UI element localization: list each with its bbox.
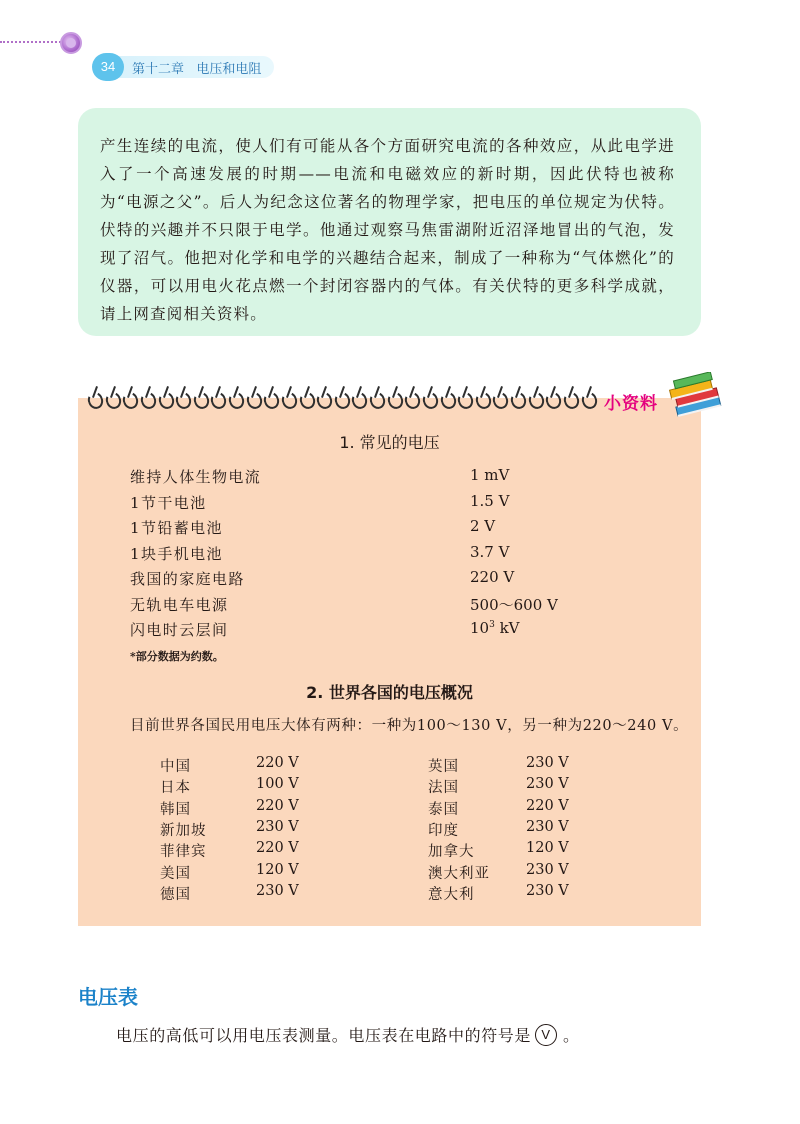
country-name: 加拿大 [428,844,475,861]
spiral-coil [139,386,156,408]
voltage-value [470,619,520,637]
intro-box [78,108,701,336]
country-voltage: 220 V [526,797,569,814]
spiral-coil [86,386,103,408]
voltage-value-exponent: 3 [489,620,495,630]
voltage-value: 3.7 V [470,542,510,561]
country-voltage: 120 V [256,861,299,878]
intro-paragraph: 产生连续的电流，使人们有可能从各个方面研究电流的各种效应，从此电学进入了一个高速发展的时期——电流和电磁效应的新时期，因此伏特也被称为“电源之父”。后人为纪念这位著名的物理学家，把电压的单位规定为伏特。伏特的兴趣并不只限于电学。他通过观察马焦雷湖附近沼泽地冒出的气泡，发现了沼气。他把对化学和电学的兴趣结合起来，制成了一种称为“气体燃化”的仪器，可以用电火花点燃一个封闭容器内的气体。有关伏特的更多科学成就，请上网查阅相关资料。 [100,137,675,323]
country-name: 中国 [160,759,191,775]
spiral-coil [562,386,579,408]
voltage-source-name: 维持人体生物电流 [130,468,262,486]
spiral-coil [456,386,473,408]
chapter-title: 第十二章 电压和电阻 [132,62,262,77]
spiral-coil [104,386,121,408]
country-voltage: 230 V [526,818,569,835]
voltage-source-name: 1块手机电池 [130,544,223,563]
spiral-coil [368,386,385,408]
books-icon [668,372,724,422]
voltage-value: 1.5 V [470,491,510,510]
voltage-source-name: 1节干电池 [130,493,207,512]
voltage-value-unit: kV [494,619,520,637]
voltage-value: 220 V [470,568,515,586]
info-tag: 小资料 [604,394,658,414]
country-name: 印度 [428,822,459,839]
spiral-coil [174,386,191,408]
country-name: 英国 [428,759,459,775]
voltage-value-base: 10 [470,619,490,637]
country-name: 法国 [428,780,459,797]
voltmeter-text-main: 电压的高低可以用电压表测量。电压表在电路中的符号是 [116,1026,532,1045]
spiral-binding [86,386,596,412]
voltage-source-name: 闪电时云层间 [130,621,229,639]
spiral-coil [544,386,561,408]
spiral-coil [262,386,279,408]
spiral-coil [245,386,262,408]
spiral-coil [580,386,597,408]
voltage-value: 500～600 V [470,595,558,614]
spiral-coil [157,386,174,408]
country-voltage: 230 V [526,755,569,771]
country-voltage: 220 V [256,797,299,814]
spiral-coil [280,386,297,408]
section1-title: 1. 常见的电压 [339,433,440,452]
country-voltage: 230 V [526,776,569,793]
voltage-value: 1 mV [470,466,510,484]
spiral-coil [315,386,332,408]
voltage-source-name: 无轨电车电源 [130,595,229,614]
spiral-coil [403,386,420,408]
country-name: 韩国 [160,801,191,818]
spiral-coil [209,386,226,408]
spiral-coil [527,386,544,408]
spiral-coil [421,386,438,408]
header-dotted-line [0,41,64,43]
country-voltage: 120 V [526,840,569,857]
country-voltage: 230 V [256,882,299,899]
spiral-coil [491,386,508,408]
info-box [78,398,701,926]
voltage-source-name: 我国的家庭电路 [130,570,245,588]
voltmeter-symbol-icon: V [535,1024,557,1046]
country-voltage: 230 V [256,818,299,835]
country-voltage: 220 V [256,755,299,771]
country-name: 新加坡 [160,822,207,839]
voltage-value: 2 V [470,517,496,535]
country-voltage: 220 V [256,840,299,857]
spiral-coil [386,386,403,408]
country-voltage: 100 V [256,776,299,793]
page-number: 34 [92,53,124,81]
spiral-coil [509,386,526,408]
country-name: 澳大利亚 [428,865,490,882]
spiral-coil [192,386,209,408]
country-voltage: 230 V [526,861,569,878]
country-name: 菲律宾 [160,844,207,861]
country-name: 泰国 [428,801,459,818]
section2-intro: 目前世界各国民用电压大体有两种：一种为100～130 V，另一种为220～240 V。 [130,718,689,734]
country-voltage: 230 V [526,882,569,899]
section2-title: 2. 世界各国的电压概况 [306,683,473,702]
spiral-coil [350,386,367,408]
voltmeter-heading: 电压表 [78,985,138,1009]
voltmeter-text [116,1023,580,1046]
spiral-coil [474,386,491,408]
country-name: 日本 [160,780,191,797]
header-circle-icon [60,32,82,54]
spiral-coil [333,386,350,408]
spiral-coil [439,386,456,408]
voltmeter-text-end: 。 [563,1026,580,1045]
spiral-coil [121,386,138,408]
spiral-coil [298,386,315,408]
data-note: *部分数据为约数。 [130,650,224,663]
voltage-source-name: 1节铅蓄电池 [130,519,223,537]
country-name: 德国 [160,886,191,903]
country-name: 意大利 [428,886,475,903]
country-name: 美国 [160,865,191,882]
spiral-coil [227,386,244,408]
